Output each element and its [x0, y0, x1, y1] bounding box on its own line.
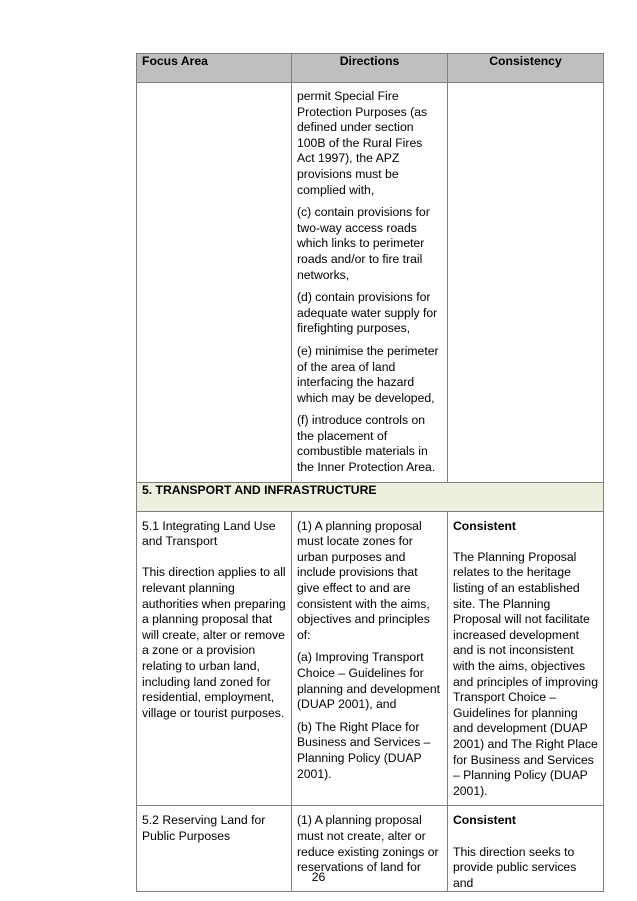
table-row-5-1: [137, 511, 604, 806]
focus-cell-empty: [137, 83, 292, 483]
table-row-continued: [137, 83, 604, 483]
table-header-row: [137, 54, 604, 83]
focus-cell: [137, 511, 292, 806]
direction-paragraph: (f) introduce controls on the placement of combustible materials in the Inner Protection Area.: [297, 413, 436, 475]
consistency-table: [136, 53, 604, 892]
header-directions: Directions: [292, 54, 448, 83]
section-title: 5. TRANSPORT AND INFRASTRUCTURE: [137, 482, 604, 511]
page-number: 26: [311, 870, 326, 884]
direction-paragraph: (a) Improving Transport Choice – Guidelines for planning and development (DUAP 2001), and: [297, 650, 440, 712]
direction-paragraph: (e) minimise the perimeter of the area of land interfacing the hazard which may be developed,: [297, 343, 439, 405]
consistency-cell-empty: [448, 83, 604, 483]
direction-paragraph: (d) contain provisions for adequate water supply for firefighting purposes,: [297, 290, 438, 336]
consistency-body: The Planning Proposal relates to the heritage listing of an established site. The Planning Proposal will not facilitate increased development and is not inconsistent with the aims, objectives and principles of improving Transport Choice – Guidelines for planning and development (DUAP 2001) and The Right Place for Business and Services – Planning Policy (DUAP 2001).: [453, 549, 598, 798]
directions-cell: [292, 83, 448, 483]
direction-paragraph: (1) A planning proposal must locate zones for urban purposes and include provisions that give effect to and are consistent with the aims, objectives and principles of:: [297, 518, 430, 642]
focus-body: This direction applies to all relevant planning authorities when preparing a planning proposal that will create, alter or remove a zone or a provision relating to urban land, including land zoned for residential, employment, village or tourist purposes.: [142, 565, 286, 720]
consistency-cell: [448, 511, 604, 806]
focus-title: 5.1 Integrating Land Use and Transport: [142, 518, 276, 549]
direction-paragraph: (1) A planning proposal must not create, alter or reduce existing zonings or reservations of land for: [297, 813, 439, 875]
consistency-body: This direction seeks to provide public services and: [453, 844, 577, 890]
header-consistency: Consistency: [448, 54, 604, 83]
direction-paragraph: (c) contain provisions for two-way access roads which links to perimeter roads and/or to fire trail networks,: [297, 205, 430, 282]
direction-paragraph: permit Special Fire Protection Purposes (as defined under section 100B of the Rural Fires Act 1997), the APZ provisions must be complied with,: [297, 89, 428, 197]
consistency-label: Consistent: [453, 813, 516, 828]
direction-paragraph: (b) The Right Place for Business and Services – Planning Policy (DUAP 2001).: [297, 719, 431, 781]
focus-title: 5.2 Reserving Land for Public Purposes: [142, 813, 266, 843]
section-row: [137, 482, 604, 511]
header-focus-area: Focus Area: [137, 54, 292, 83]
consistency-label: Consistent: [453, 518, 516, 533]
directions-cell: [292, 511, 448, 806]
